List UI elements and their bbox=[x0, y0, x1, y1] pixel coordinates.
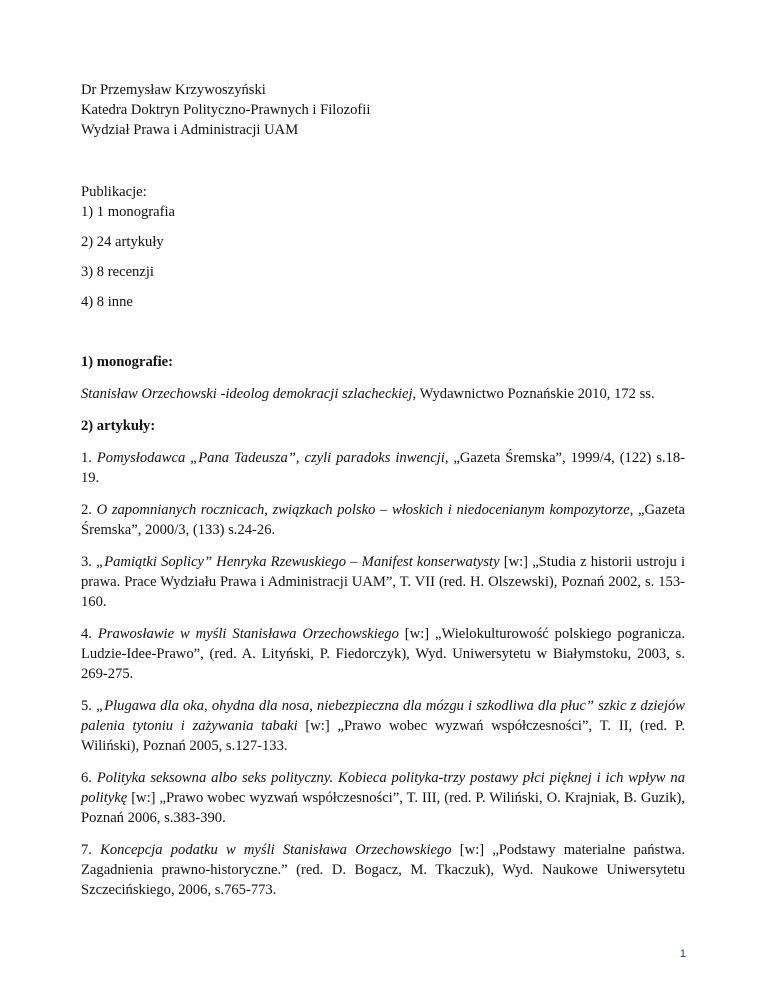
article-entry bbox=[81, 624, 685, 684]
article-number: 1. bbox=[81, 450, 97, 466]
monograph-details: , Wydawnictwo Poznańskie 2010, 172 ss. bbox=[412, 386, 655, 402]
monograph-entry bbox=[81, 384, 685, 404]
author-department: Katedra Doktryn Polityczno-Prawnych i Filozofii bbox=[81, 102, 371, 118]
article-title: Polityka seksowna albo seks polityczny. Kobieca polityka-trzy postawy płci pięknej i ich wpływ na politykę bbox=[81, 770, 685, 806]
publications-summary bbox=[81, 182, 685, 312]
publications-item: 2) 24 artykuły bbox=[81, 234, 164, 250]
article-entry bbox=[81, 840, 685, 900]
publications-item: 1) 1 monografia bbox=[81, 204, 176, 220]
article-entry bbox=[81, 448, 685, 488]
article-details: [w:] „Prawo wobec wyzwań współczesności”, T. III, (red. P. Wiliński, O. Krajniak, B. Guzik), Poznań 2006, s.383-390. bbox=[81, 790, 685, 826]
article-entry bbox=[81, 500, 685, 540]
page-number: 1 bbox=[679, 948, 686, 960]
article-details: , „Gazeta Śremska”, 1999/4, (122) s.18-19. bbox=[81, 450, 686, 486]
article-entry bbox=[81, 552, 685, 612]
article-details: , „Gazeta Śremska”, 2000/3, (133) s.24-26. bbox=[81, 502, 686, 538]
monographs-heading: 1) monografie: bbox=[81, 354, 173, 370]
article-details: [w:] „Podstawy materialne państwa. Zagadnienia prawno-historyczne.” (red. D. Bogacz, M. Tkaczuk), Wyd. Naukowe Uniwersytetu Szczecińskiego, 2006, s.765-773. bbox=[81, 842, 685, 898]
article-number: 4. bbox=[81, 626, 98, 642]
publications-item: 3) 8 recenzji bbox=[81, 264, 154, 280]
article-number: 5. bbox=[81, 698, 97, 714]
author-header bbox=[81, 80, 685, 140]
article-details: [w:] „Wielokulturowość polskiego pogranicza. Ludzie-Idee-Prawo”, (red. A. Lityński, P. Fiedorczyk), Wyd. Uniwersytetu w Białymstoku, 2003, s. 269-275. bbox=[81, 626, 686, 682]
document-content bbox=[81, 80, 685, 900]
article-number: 6. bbox=[81, 770, 97, 786]
articles-heading: 2) artykuły: bbox=[81, 418, 156, 434]
article-number: 2. bbox=[81, 502, 97, 518]
publications-item: 4) 8 inne bbox=[81, 294, 133, 310]
article-details: [w:] „Studia z historii ustroju i prawa. Prace Wydziału Prawa i Administracji UAM”, T. VII (red. H. Olszewski), Poznań 2002, s. 153-160. bbox=[81, 554, 686, 610]
author-faculty: Wydział Prawa i Administracji UAM bbox=[81, 122, 299, 138]
article-title: „Pamiątki Soplicy” Henryka Rzewuskiego – Manifest konserwatysty bbox=[96, 554, 500, 570]
article-title: „Plugawa dla oka, ohydna dla nosa, niebezpieczna dla mózgu i szkodliwa dla płuc” szkic z dziejów palenia tytoniu i zażywania tabaki bbox=[81, 698, 685, 734]
article-title: Koncepcja podatku w myśli Stanisława Orzechowskiego bbox=[100, 842, 452, 858]
article-title: Pomysłodawca „Pana Tadeusza”, czyli paradoks inwencji bbox=[96, 450, 445, 466]
article-number: 3. bbox=[81, 554, 97, 570]
article-number: 7. bbox=[81, 842, 101, 858]
author-name: Dr Przemysław Krzywoszyński bbox=[81, 82, 266, 98]
article-title: O zapomnianych rocznicach, związkach polsko – włoskich i niedocenianym kompozytorze bbox=[96, 502, 630, 518]
article-details: [w:] „Prawo wobec wyzwań współczesności”, T. II, (red. P. Wiliński), Poznań 2005, s.127-133. bbox=[81, 718, 685, 754]
article-entry bbox=[81, 696, 685, 756]
article-entry bbox=[81, 768, 685, 828]
article-title: Prawosławie w myśli Stanisława Orzechowskiego bbox=[97, 626, 399, 642]
monograph-title: Stanisław Orzechowski -ideolog demokracji szlacheckiej bbox=[81, 386, 413, 402]
publications-heading: Publikacje: bbox=[81, 184, 147, 200]
